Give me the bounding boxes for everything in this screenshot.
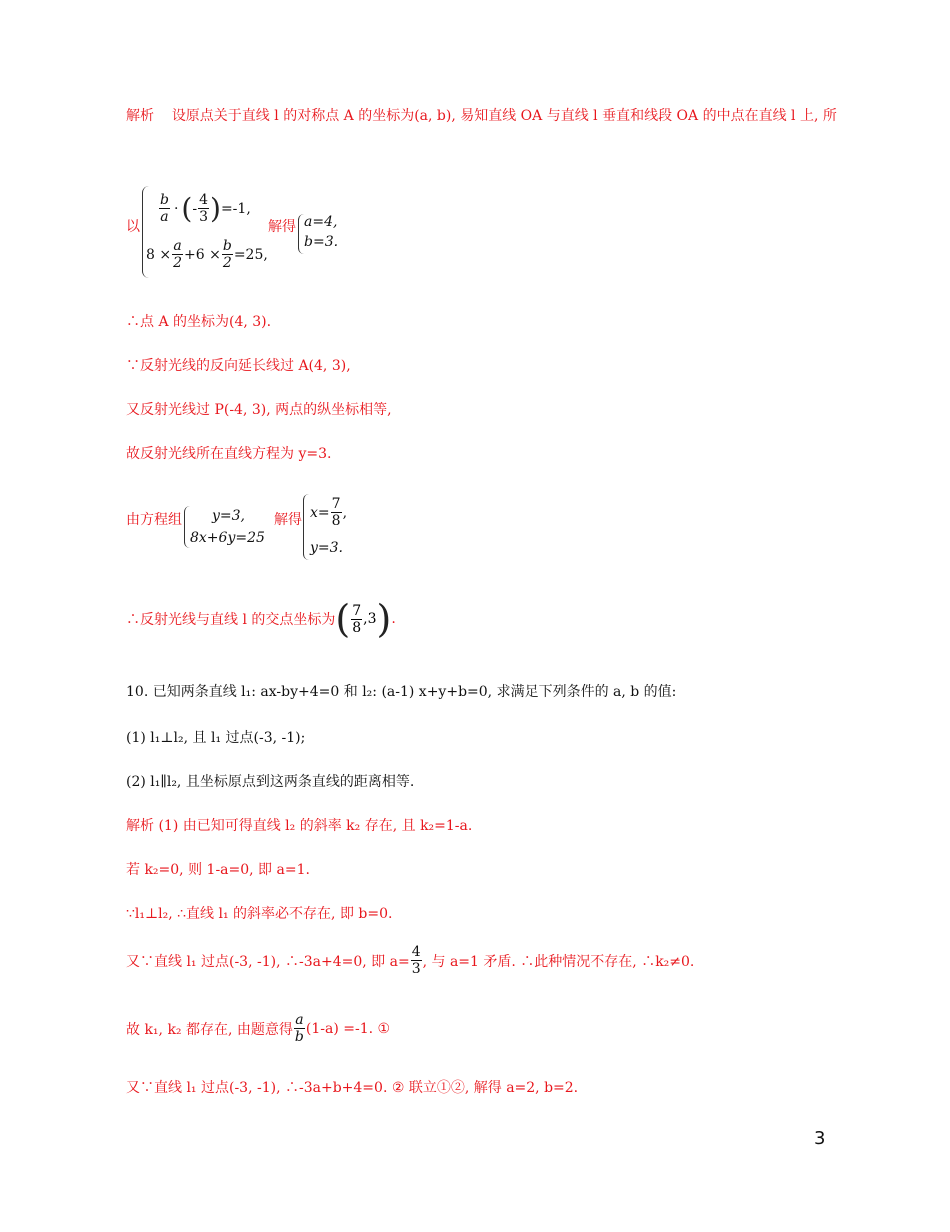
reflect-line-2: 又反射光线过 P(-4, 3), 两点的纵坐标相等, <box>126 402 392 418</box>
sys2-eq2: 8x+6y=25 <box>190 530 265 546</box>
solve-label-2: 解得 <box>274 512 302 528</box>
solution-4-fraction: $\frac{4}{3}$ <box>411 944 421 977</box>
analysis-text: 设原点关于直线 l 的对称点 A 的坐标为(a, b), 易知直线 OA 与直线 l 垂直和线段 OA 的中点在直线 l 上, 所 <box>171 108 837 124</box>
solution-5-fraction: $\frac{a}{b}$ <box>294 1012 304 1045</box>
sys2-sol1: x= $\frac{7}{8}$ , <box>310 496 348 529</box>
reflect-line-1: ∵反射光线的反向延长线过 A(4, 3), <box>126 358 351 374</box>
equation-1: $\frac{b}{a}$ · ( - $\frac{4}{3}$ ) =-1, <box>160 191 251 225</box>
eq1-fraction: $\frac{b}{a}$ <box>160 192 169 225</box>
equation-2: 8 × $\frac{a}{2}$ +6 × $\frac{b}{2}$ =25, <box>146 238 268 271</box>
sys2-sol2: y=3. <box>310 540 343 556</box>
solve-label-1: 解得 <box>268 219 296 235</box>
point-a-line: ∴点 A 的坐标为(4, 3). <box>126 314 272 330</box>
sys2-fraction: $\frac{7}{8}$ <box>331 496 341 529</box>
page-number: 3 <box>814 1128 826 1149</box>
eq2-fraction-a: $\frac{a}{2}$ <box>173 238 183 271</box>
sys2-prefix: 由方程组 <box>126 512 182 528</box>
so-prefix: 以 <box>126 219 140 235</box>
solution-line-5: 故 k₁, k₂ 都存在, 由题意得 $\frac{a}{b}$ (1-a) =-1. ① <box>126 1012 391 1045</box>
eq2-fraction-b: $\frac{b}{2}$ <box>222 238 232 271</box>
right-brace-2 <box>303 494 309 560</box>
question-10: 10. 已知两条直线 l₁: ax-by+4=0 和 l₂: (a-1) x+y+b=0, 求满足下列条件的 a, b 的值: <box>126 684 677 700</box>
question-10-part-2: (2) l₁∥l₂, 且坐标原点到这两条直线的距离相等. <box>126 774 415 790</box>
intersection-fraction: $\frac{7}{8}$ <box>352 602 362 636</box>
eq1-inner-fraction: $\frac{4}{3}$ <box>199 192 209 225</box>
reflect-line-3: 故反射光线所在直线方程为 y=3. <box>126 446 332 462</box>
solution-line-2: 若 k₂=0, 则 1-a=0, 即 a=1. <box>126 862 310 878</box>
solution-b: b=3. <box>304 234 339 250</box>
question-10-part-1: (1) l₁⊥l₂, 且 l₁ 过点(-3, -1); <box>126 730 306 746</box>
solution-line-3: ∵l₁⊥l₂, ∴直线 l₁ 的斜率必不存在, 即 b=0. <box>126 906 393 922</box>
analysis-line-1 <box>126 106 837 126</box>
analysis-label: 解析 <box>126 108 154 124</box>
intersection-line: ∴反射光线与直线 l 的交点坐标为 ( $\frac{7}{8}$ ,3 ) . <box>126 597 396 641</box>
solution-line-1: 解析 (1) 由已知可得直线 l₂ 的斜率 k₂ 存在, 且 k₂=1-a. <box>126 818 473 834</box>
solution-line-4: 又∵直线 l₁ 过点(-3, -1), ∴-3a+4=0, 即 a= $\frac{4}{3}$ , 与 a=1 矛盾. ∴此种情况不存在, ∴k₂≠0. <box>126 944 695 977</box>
solution-line-6: 又∵直线 l₁ 过点(-3, -1), ∴-3a+b+4=0. ② 联立①②, 解得 a=2, b=2. <box>126 1080 579 1096</box>
solution-a: a=4, <box>304 214 338 230</box>
sys2-eq1: y=3, <box>212 508 245 524</box>
